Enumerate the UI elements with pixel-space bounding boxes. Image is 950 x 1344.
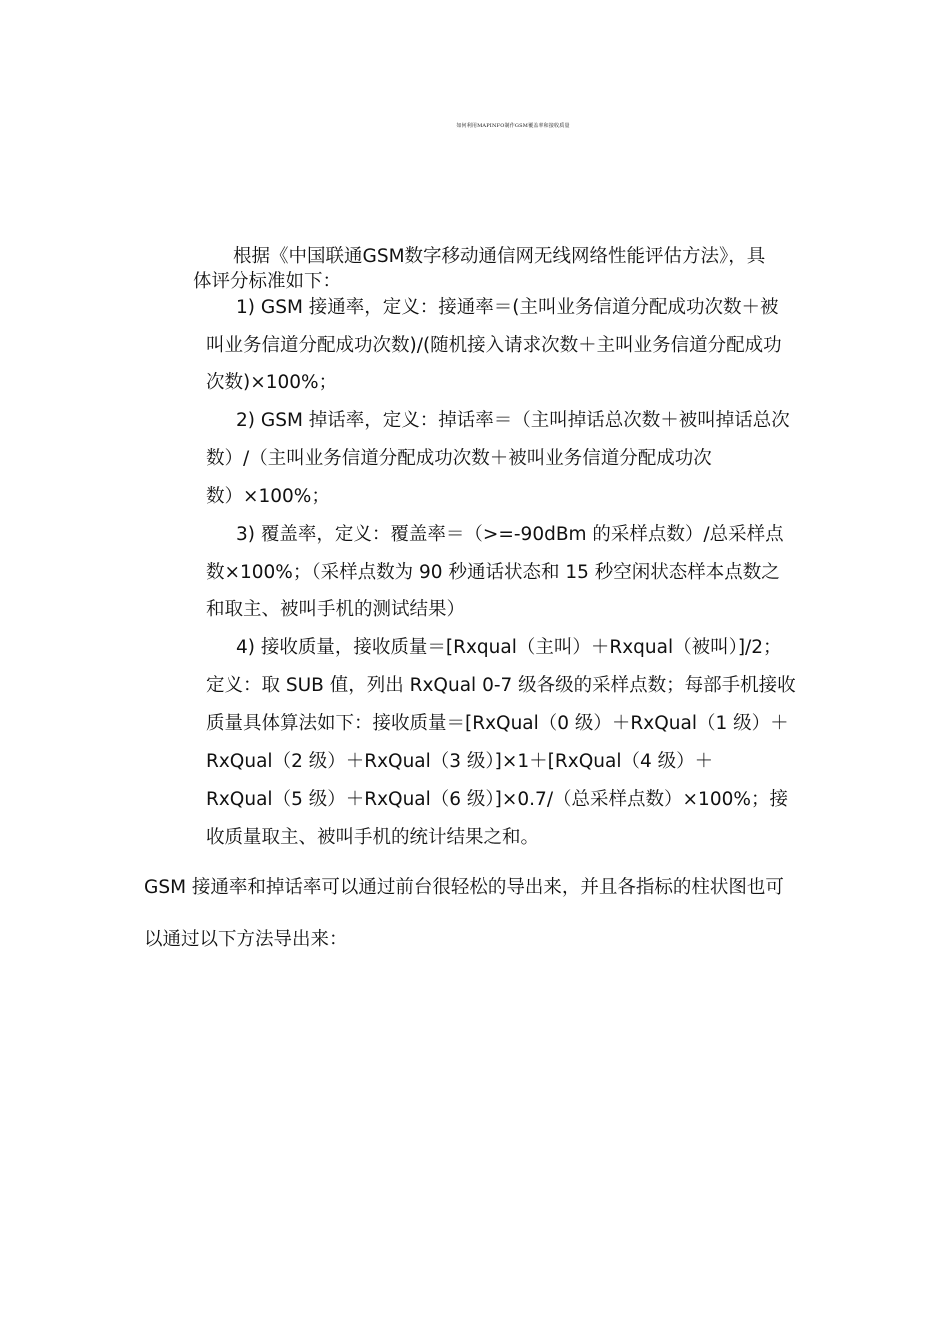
item-4-line-5: RxQual（5 级）＋RxQual（6 级）]×0.7/（总采样点数）×100%；接	[206, 789, 788, 810]
document-title: 如何利用MAPINFO制作GSM覆盖率和接收质量	[456, 123, 570, 129]
item-4-line-4: RxQual（2 级）＋RxQual（3 级）]×1＋[RxQual（4 级）＋	[206, 751, 714, 772]
item-2-line-1: 2) GSM 掉话率，定义：掉话率＝（主叫掉话总次数＋被叫掉话总次	[236, 410, 790, 431]
item-1-line-2: 叫业务信道分配成功次数)/(随机接入请求次数＋主叫业务信道分配成功	[206, 335, 782, 356]
item-3-line-1: 3) 覆盖率，定义：覆盖率＝（>=-90dBm 的采样点数）/总采样点	[236, 524, 784, 545]
item-4-line-3: 质量具体算法如下：接收质量＝[RxQual（0 级）＋RxQual（1 级）＋	[206, 713, 789, 734]
closing-line-1: GSM 接通率和掉话率可以通过前台很轻松的导出来，并且各指标的柱状图也可	[144, 877, 784, 898]
item-2-line-2: 数）/（主叫业务信道分配成功次数＋被叫业务信道分配成功次	[206, 448, 712, 469]
item-3-line-2: 数×100%；（采样点数为 90 秒通话状态和 15 秒空闲状态样本点数之	[206, 562, 780, 583]
item-3-line-3: 和取主、被叫手机的测试结果）	[206, 599, 466, 620]
intro-line-2: 体评分标准如下：	[193, 271, 342, 292]
intro-line-1: 根据《中国联通GSM数字移动通信网无线网络性能评估方法》，具	[233, 246, 766, 267]
item-1-line-1: 1) GSM 接通率，定义：接通率＝(主叫业务信道分配成功次数＋被	[236, 297, 779, 318]
item-4-line-2: 定义：取 SUB 值，列出 RxQual 0-7 级各级的采样点数；每部手机接收	[206, 675, 796, 696]
item-2-line-3: 数）×100%；	[206, 486, 330, 507]
item-4-line-6: 收质量取主、被叫手机的统计结果之和。	[206, 827, 540, 848]
item-1-line-3: 次数)×100%；	[206, 372, 338, 393]
item-4-line-1: 4) 接收质量，接收质量＝[Rxqual（主叫）＋Rxqual（被叫）]/2；	[236, 637, 782, 658]
closing-line-2: 以通过以下方法导出来：	[144, 929, 348, 950]
